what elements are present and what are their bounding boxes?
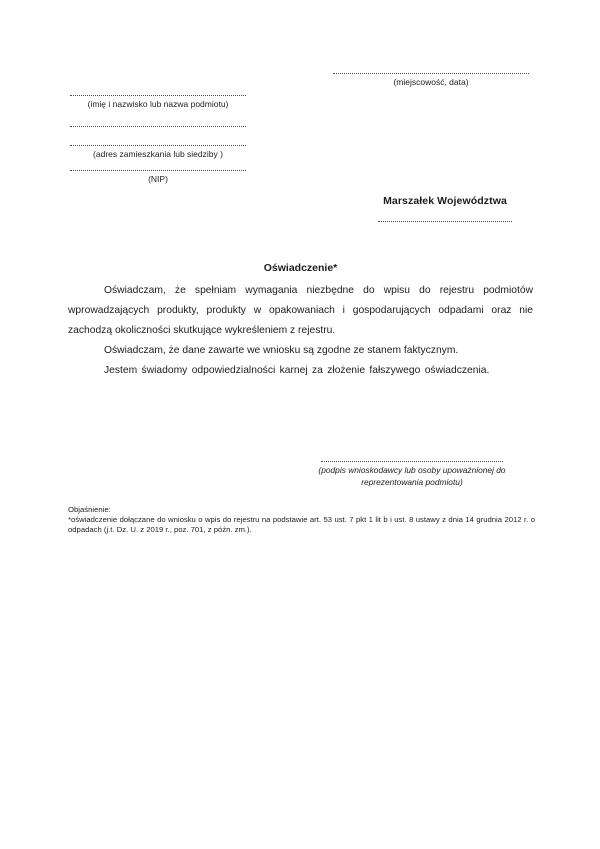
signature-line <box>321 456 503 462</box>
applicant-name-line <box>70 90 246 96</box>
addressee-title: Marszałek Województwa <box>383 195 507 207</box>
applicant-address-field <box>70 140 246 159</box>
addressee-voivodeship-line <box>378 216 512 222</box>
applicant-name-label: (imię i nazwisko lub nazwa podmiotu) <box>87 99 229 109</box>
footnote-text: *oświadczenie dołączane do wniosku o wpis do rejestru na podstawie art. 53 ust. 7 pkt 1 lit b i ust. 8 ustawy z dnia 14 grudnia 2012 r. o odpadach (j.t. Dz. U. z 2019 r., poz. 701, z późn. zm.). <box>68 514 535 534</box>
signature-field <box>312 456 512 488</box>
signature-label: (podpis wnioskodawcy lub osoby upoważnionej do reprezentowania podmiotu) <box>318 465 506 487</box>
footnote-block <box>68 505 535 534</box>
declaration-paragraph-2: Oświadczam, że dane zawarte we wniosku są zgodne ze stanem faktycznym. <box>104 345 459 356</box>
applicant-nip-field <box>70 165 246 184</box>
applicant-address-label: (adres zamieszkania lub siedziby ) <box>93 149 223 159</box>
place-date-field <box>333 68 529 87</box>
place-date-line <box>333 68 529 74</box>
applicant-nip-line <box>70 165 246 171</box>
applicant-nip-label: (NIP) <box>148 174 168 184</box>
declaration-paragraph-3: Jestem świadomy odpowiedzialności karnej za złożenie fałszywego oświadczenia. <box>104 365 490 376</box>
place-date-label: (miejscowość, data) <box>393 77 469 87</box>
applicant-address-field-line1 <box>70 121 246 127</box>
declaration-paragraph-1: Oświadczam, że spełniam wymagania niezbędne do wpisu do rejestru podmiotów wprowadzających produkty, produkty w opakowaniach i gospodarujących odpadami oraz nie zachodzą okoliczności skutkujące wykreśleniem z rejestru. <box>68 285 533 336</box>
applicant-address-line-2 <box>70 140 246 146</box>
applicant-address-line-1 <box>70 121 246 127</box>
document-title: Oświadczenie* <box>263 262 338 274</box>
declaration-body <box>68 281 533 381</box>
applicant-name-field <box>70 90 246 109</box>
footnote-heading: Objaśnienie: <box>68 505 111 514</box>
